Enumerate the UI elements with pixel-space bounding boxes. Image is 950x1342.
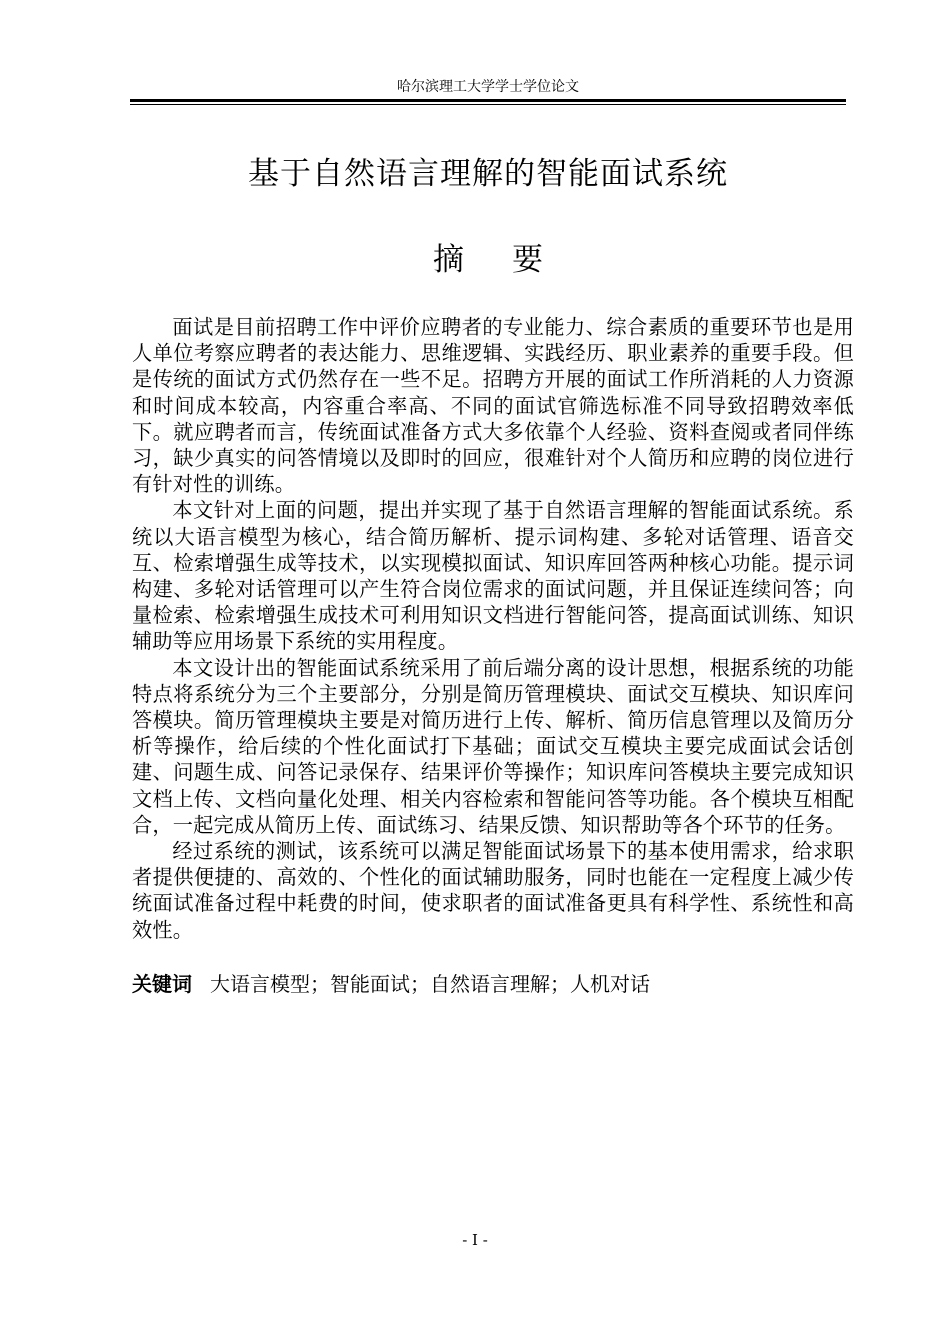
abstract-paragraph-1: 面试是目前招聘工作中评价应聘者的专业能力、综合素质的重要环节也是用人单位考察应聘者的表达能力、思维逻辑、实践经历、职业素养的重要手段。但是传统的面试方式仍然存在一些不足。招聘方开展的面试工作所消耗的人力资源和时间成本较高，内容重合率高、不同的面试官筛选标准不同导致招聘效率低下。就应聘者而言，传统面试准备方式大多依靠个人经验、资料查阅或者同伴练习，缺少真实的问答情境以及即时的回应，很难针对个人简历和应聘的岗位进行有针对性的训练。 xyxy=(132,315,854,497)
abstract-heading-char-1: 摘 xyxy=(433,242,464,278)
abstract-paragraph-2: 本文针对上面的问题，提出并实现了基于自然语言理解的智能面试系统。系统以大语言模型为核心，结合简历解析、提示词构建、多轮对话管理、语音交互、检索增强生成等技术，以实现模拟面试、知识库回答两种核心功能。提示词构建、多轮对话管理可以产生符合岗位需求的面试问题，并且保证连续问答；向量检索、检索增强生成技术可利用知识文档进行智能问答，提高面试训练、知识辅助等应用场景下系统的实用程度。 xyxy=(132,498,854,654)
header-rule-thin xyxy=(130,104,846,105)
abstract-paragraph-3: 本文设计出的智能面试系统采用了前后端分离的设计思想，根据系统的功能特点将系统分为三个主要部分，分别是简历管理模块、面试交互模块、知识库问答模块。简历管理模块主要是对简历进行上传、解析、简历信息管理以及简历分析等操作，给后续的个性化面试打下基础；面试交互模块主要完成面试会话创建、问题生成、问答记录保存、结果评价等操作；知识库问答模块主要完成知识文档上传、文档向量化处理、相关内容检索和智能问答等功能。各个模块互相配合，一起完成从简历上传、面试练习、结果反馈、知识帮助等各个环节的任务。 xyxy=(132,655,854,837)
thesis-title: 基于自然语言理解的智能面试系统 xyxy=(248,156,728,192)
running-header: 哈尔滨理工大学学士学位论文 xyxy=(397,79,579,95)
keywords-line xyxy=(132,970,650,998)
keywords-label: 关键词 xyxy=(132,972,192,996)
keywords-text: 大语言模型；智能面试；自然语言理解；人机对话 xyxy=(210,972,650,996)
abstract-heading xyxy=(130,238,846,282)
abstract-paragraph-4: 经过系统的测试，该系统可以满足智能面试场景下的基本使用需求，给求职者提供便捷的、高效的、个性化的面试辅助服务，同时也能在一定程度上减少传统面试准备过程中耗费的时间，使求职者的面试准备更具有科学性、系统性和高效性。 xyxy=(132,839,854,942)
page-number: - I - xyxy=(462,1231,488,1249)
header-rule-thick xyxy=(130,99,846,102)
abstract-heading-char-2: 要 xyxy=(512,242,543,278)
abstract-body xyxy=(132,314,854,943)
